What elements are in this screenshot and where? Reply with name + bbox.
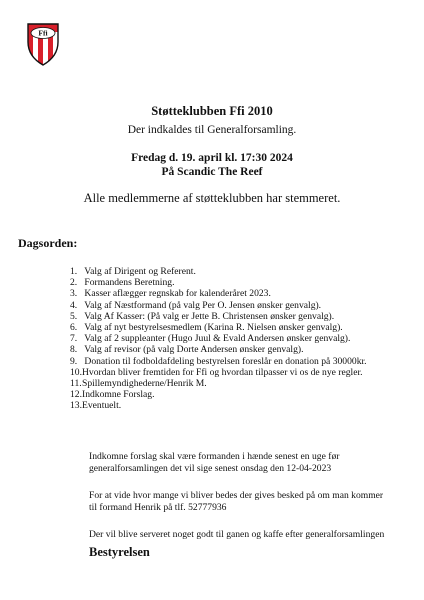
club-shield-logo	[26, 20, 60, 66]
agenda-item: 4. Valg af Næstformand (på valg Per O. Jensen ønsker genvalg).	[70, 299, 322, 311]
paragraph-line: generalforsamlingen det vil sige senest onsdag den 12-04-2023	[89, 462, 332, 474]
agenda-item: 13.Eventuelt.	[70, 400, 122, 412]
agenda-item: 8. Valg af revisor (på valg Dorte Andersen ønsker genvalg).	[70, 344, 304, 356]
agenda-item: 12.Indkomne Forslag.	[70, 389, 155, 401]
attendance-paragraph	[89, 490, 383, 513]
agenda-item: 3. Kasser aflægger regnskab for kalenderåret 2023.	[70, 288, 271, 300]
agenda-item: 6. Valg af nyt bestyrelsesmedlem (Karina R. Nielsen ønsker genvalg).	[70, 322, 343, 334]
agenda-list	[70, 266, 367, 412]
signature: Bestyrelsen	[89, 545, 150, 559]
agenda-item: 1. Valg af Dirigent og Referent.	[70, 266, 196, 277]
agenda-item: 7. Valg af 2 suppleanter (Hugo Juul & Evald Andersen ønsker genvalg).	[70, 333, 351, 345]
agenda-item: 10.Hvordan bliver fremtiden for Ffi og hvordan tilpasser vi os de nye regler.	[70, 366, 363, 378]
document-title: Støtteklubben Ffi 2010	[151, 104, 273, 118]
paragraph-line: For at vide hvor mange vi bliver bedes der gives besked på om man kommer	[89, 490, 384, 501]
refreshments-paragraph	[89, 529, 384, 541]
document-subtitle: Der indkaldes til Generalforsamling.	[127, 124, 297, 136]
proposal-deadline-paragraph	[89, 451, 339, 474]
agenda-item: 9. Donation til fodboldafdeling bestyrelsen foreslår en donation på 30000kr.	[70, 355, 367, 367]
agenda-item: 5. Valg Af Kasser: (På valg er Jette B. Christensen ønsker genvalg).	[70, 310, 335, 322]
logo-text: Ffi	[38, 28, 48, 38]
event-date: Fredag d. 19. april kl. 17:30 2024	[131, 152, 293, 164]
agenda-item: 11.Spillemyndighederne/Henrik M.	[70, 378, 207, 390]
agenda-heading: Dagsorden:	[18, 236, 78, 250]
agenda-item: 2. Formandens Beretning.	[70, 277, 175, 289]
voting-note: Alle medlemmerne af støtteklubben har stemmeret.	[83, 191, 341, 205]
paragraph-line: til formand Henrik på tlf. 52777936	[89, 501, 227, 513]
event-venue: På Scandic The Reef	[161, 166, 263, 178]
paragraph-line: Indkomne forslag skal være formanden i hænde senest en uge før	[89, 451, 340, 462]
paragraph-line: Der vil blive serveret noget godt til ganen og kaffe efter generalforsamlingen	[89, 529, 385, 540]
